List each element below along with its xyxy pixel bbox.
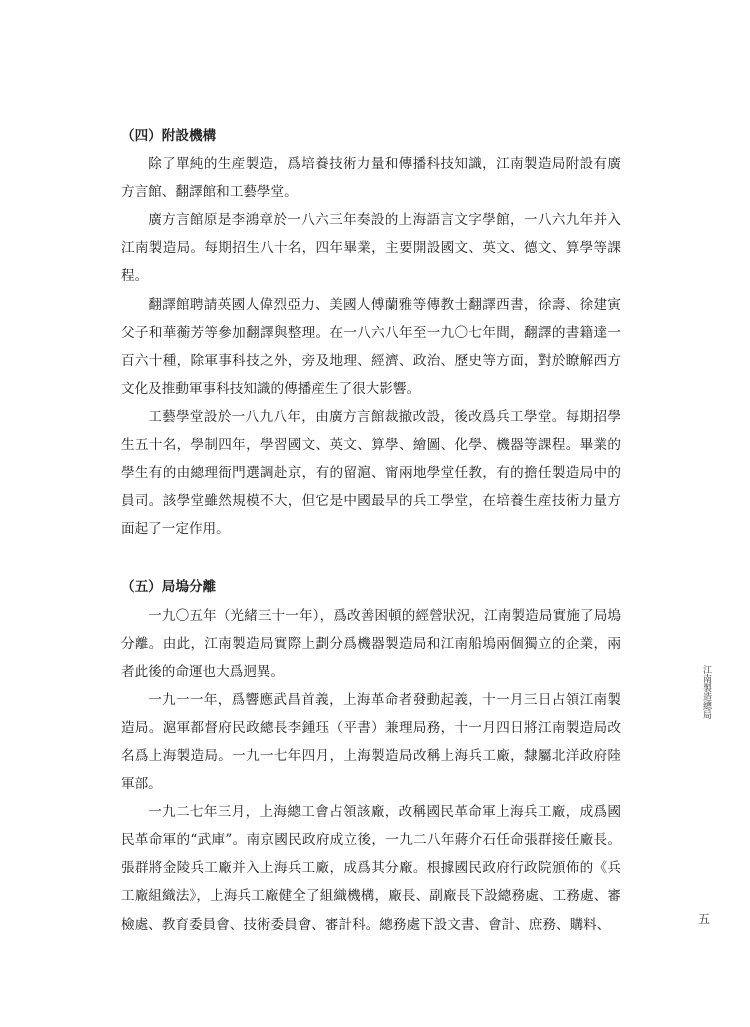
section-heading-5: （五）局塢分離 bbox=[121, 579, 217, 596]
body-text bbox=[121, 122, 621, 939]
section-spacer bbox=[121, 543, 621, 573]
paragraph: 一九二七年三月，上海總工會占領該廠，改稱國民革命軍上海兵工廠，成爲國民革命軍的“武庫”。南京國民政府成立後，一九二八年蔣介石任命張群接任廠長。張群將金陵兵工廠并入上海兵工廠，成爲其分廠。根據國民政府行政院頒佈的《兵工廠組織法》，上海兵工廠健全了組織機構，廠長、副廠長下設總務處、工務處、審檢處、教育委員會、技術委員會、審計科。總務處下設文書、會計、庶務、購料、 bbox=[121, 804, 621, 933]
paragraph: 廣方言館原是李鴻章於一八六三年奏設的上海語言文字學館，一八六九年并入江南製造局。每期招生八十名，四年畢業，主要開設國文、英文、德文、算學等課程。 bbox=[121, 212, 621, 285]
section-heading-4: （四）附設機構 bbox=[121, 128, 217, 144]
paragraph: 一九一一年，爲響應武昌首義，上海革命者發動起義，十一月三日占領江南製造局。滬軍都督府民政總長李鍾珏（平書）兼理局務，十一月四日將江南製造局改名爲上海製造局。一九一七年四月，上海製造局改稱上海兵工廠，隸屬北洋政府陸軍部。 bbox=[121, 691, 621, 793]
paragraph: 一九〇五年（光緒三十一年），爲改善困頓的經營狀況，江南製造局實施了局塢分離。由此，江南製造局實際上劃分爲機器製造局和江南船塢兩個獨立的企業，兩者此後的命運也大爲迥異。 bbox=[121, 607, 621, 680]
paragraph: 工藝學堂設於一八九八年，由廣方言館裁撤改設，後改爲兵工學堂。每期招學生五十名，學制四年，學習國文、英文、算學、繪圖、化學、機器等課程。畢業的學生有的由總理衙門選調赴京，有的留滬、甯兩地學堂任教，有的擔任製造局中的員司。該學堂雖然規模不大，但它是中國最早的兵工學堂，在培養生産技術力量方面起了一定作用。 bbox=[121, 408, 621, 538]
paragraph: 翻譯館聘請英國人偉烈亞力、美國人傅蘭雅等傳教士翻譯西書，徐壽、徐建寅父子和華蘅芳等參加翻譯與整理。在一八六八年至一九〇七年間，翻譯的書籍達一百六十種，除軍事科技之外，旁及地理、經濟、政治、歷史等方面，對於瞭解西方文化及推動軍事科技知識的傳播産生了很大影響。 bbox=[121, 296, 621, 397]
page-number: 五 bbox=[697, 912, 710, 926]
paragraph: 除了單純的生産製造，爲培養技術力量和傳播科技知識，江南製造局附設有廣方言館、翻譯館和工藝學堂。 bbox=[121, 156, 621, 201]
running-head: 江南製造總局 bbox=[701, 665, 711, 719]
